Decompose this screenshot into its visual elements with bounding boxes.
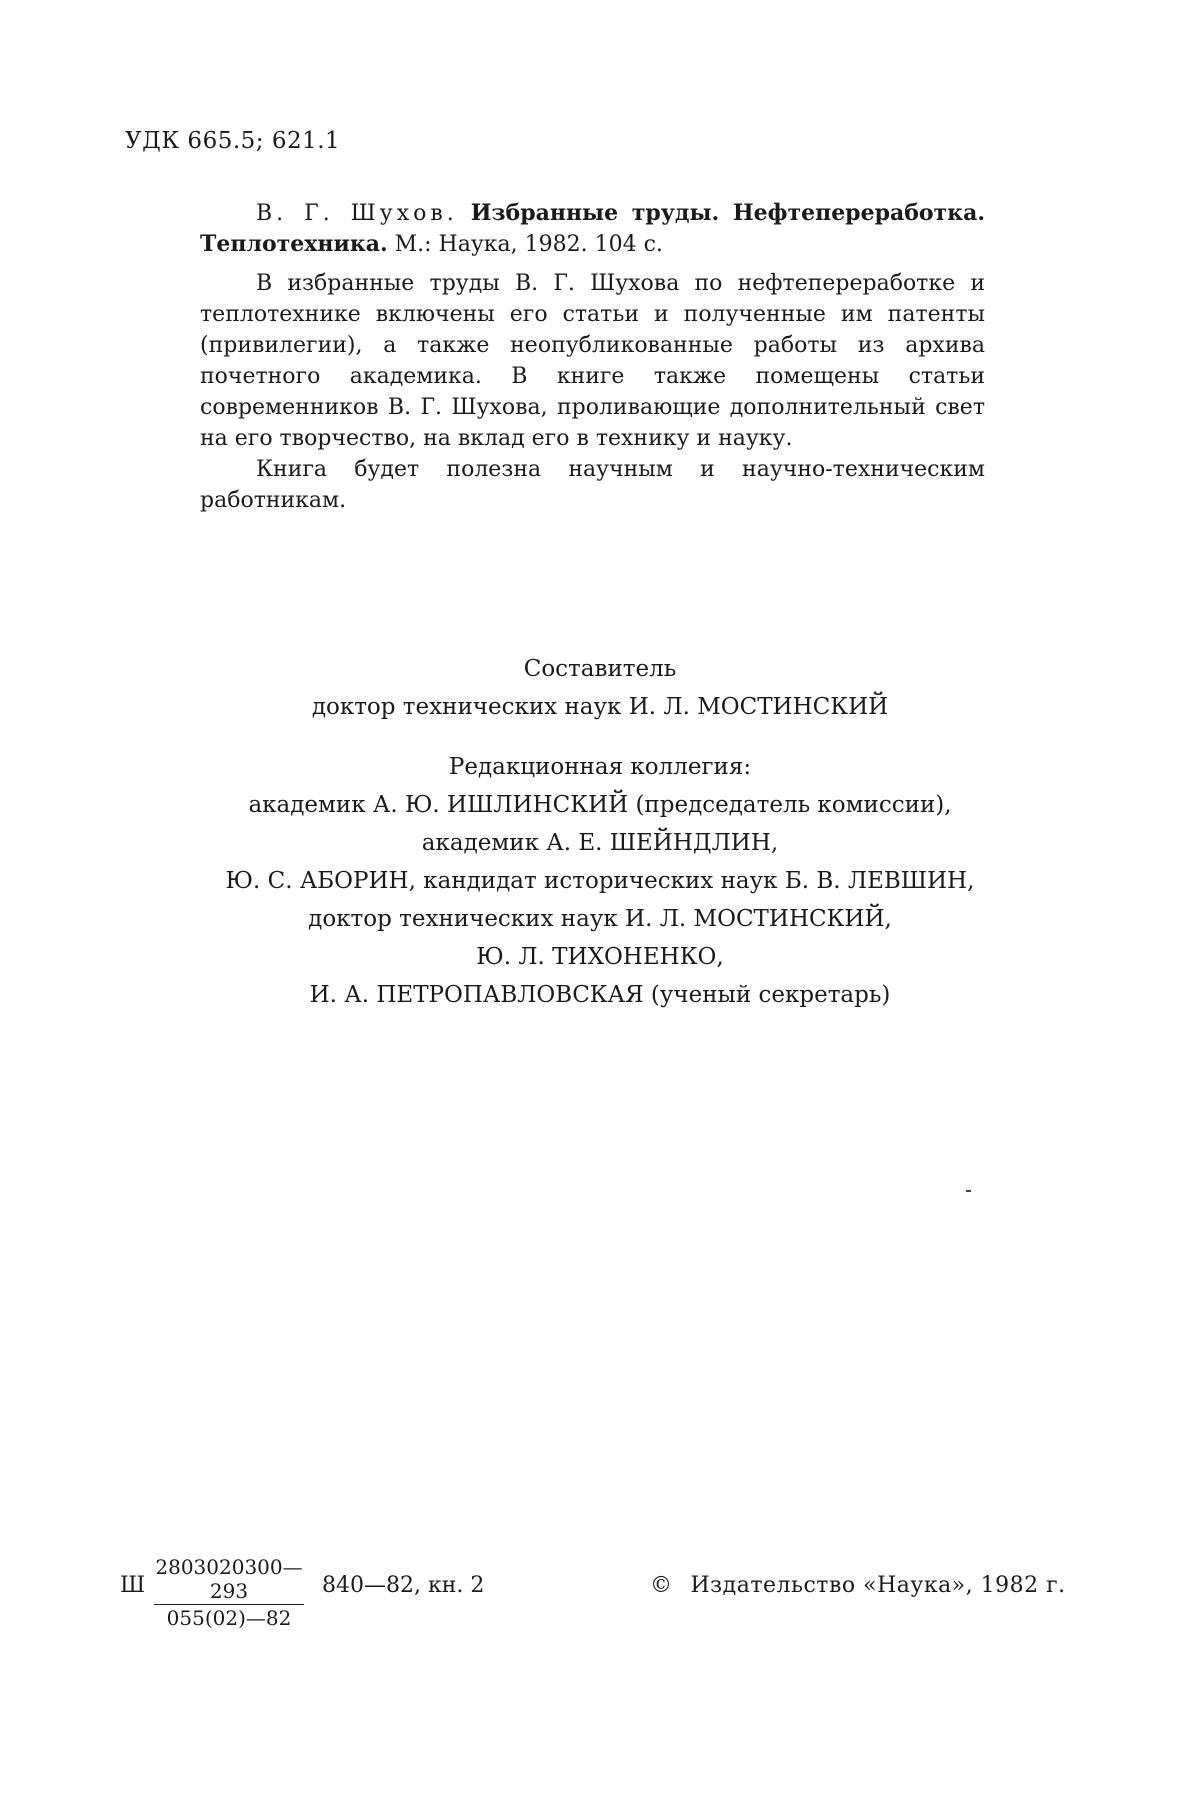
- audience-paragraph: Книга будет полезна научным и научно-техническим работникам.: [200, 457, 985, 513]
- catalog-fraction: [154, 1555, 304, 1631]
- editorial-board-member: академик А. Ю. ИШЛИНСКИЙ (председатель комиссии),: [248, 792, 952, 818]
- catalog-code: 840—82, кн. 2: [322, 1573, 485, 1598]
- catalog-letter: Ш: [120, 1573, 146, 1598]
- credits-block: [150, 650, 1050, 1014]
- catalog-denominator: 055(02)—82: [166, 1606, 292, 1630]
- copyright-notice: [650, 1573, 1066, 1598]
- compiler-role: Составитель: [523, 656, 677, 682]
- print-speck: [966, 1190, 971, 1192]
- catalog-numerator: 2803020300—293: [155, 1555, 303, 1603]
- editorial-board-member: Ю. Л. ТИХОНЕНКО,: [476, 944, 724, 970]
- editorial-board-member: И. А. ПЕТРОПАВЛОВСКАЯ (ученый секретарь): [309, 982, 891, 1008]
- editorial-board-role: Редакционная коллегия:: [448, 754, 752, 780]
- publication-imprint: М.: Наука, 1982. 104 с.: [394, 232, 663, 257]
- author-name: В. Г. Шухов.: [256, 201, 458, 226]
- editorial-board-member: доктор технических наук И. Л. МОСТИНСКИЙ,: [308, 906, 892, 932]
- copyright-text: Издательство «Наука», 1982 г.: [690, 1573, 1066, 1598]
- bibliographic-entry: [200, 198, 985, 260]
- editorial-board-member: Ю. С. АБОРИН, кандидат исторических наук Б. В. ЛЕВШИН,: [225, 868, 975, 894]
- abstract-paragraph: В избранные труды В. Г. Шухова по нефтепереработке и теплотехнике включены его статьи и полученные им патенты (привилегии), а также неопубликованные работы из архива почетного академика. В книге также помещены статьи современников В. Г. Шухова, проливающие дополнительный свет на его творчество, на вклад его в технику и науку.: [200, 271, 985, 451]
- bibliographic-abstract: [200, 198, 985, 516]
- book-title: Избранные труды. Нефтепереработка. Теплотехника.: [200, 200, 985, 257]
- editorial-board-member: академик А. Е. ШЕЙНДЛИН,: [421, 830, 779, 856]
- compiler-name: доктор технических наук И. Л. МОСТИНСКИЙ: [311, 694, 889, 720]
- udc-code: УДК 665.5; 621.1: [125, 128, 341, 154]
- imprint-footer: [120, 1555, 1080, 1630]
- copyright-icon: ©: [650, 1573, 673, 1598]
